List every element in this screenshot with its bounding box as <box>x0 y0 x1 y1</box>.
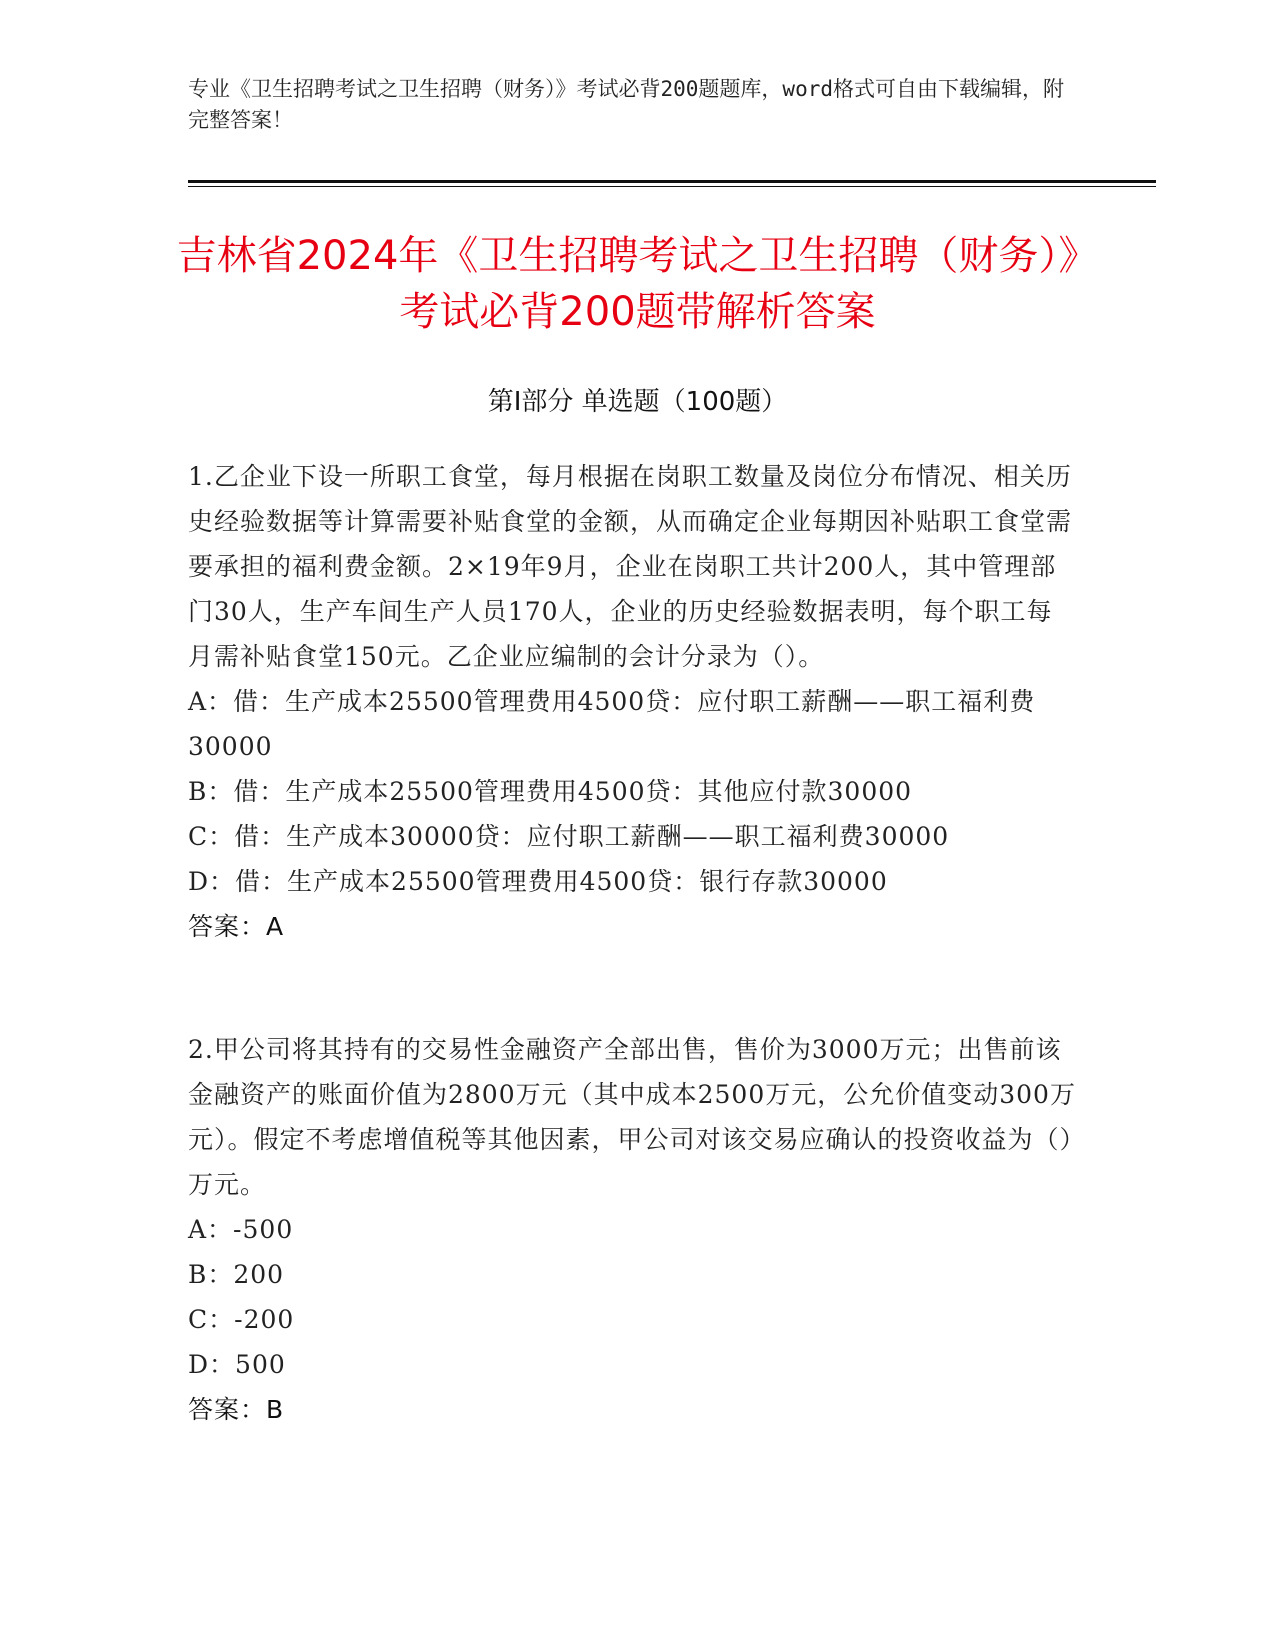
header-rule-thin <box>188 186 1156 187</box>
section-heading: 第I部分 单选题（100题） <box>487 387 788 417</box>
option-d: D：500 <box>188 1350 286 1379</box>
option-b: B：借：生产成本25500管理费用4500贷：其他应付款30000 <box>188 777 913 806</box>
question-stem: 2.甲公司将其持有的交易性金融资产全部出售，售价为3000万元；出售前该金融资产的账面价值为2800万元（其中成本2500万元，公允价值变动300万元）。假定不考虑增值税等其他因素，甲公司对该交易应确认的投资收益为（）万元。 <box>188 1035 1076 1199</box>
option-a: A：借：生产成本25500管理费用4500贷：应付职工薪酬——职工福利费30000 <box>188 687 1036 761</box>
answer: 答案：A <box>188 912 285 941</box>
option-b: B：200 <box>188 1260 285 1289</box>
option-d: D：借：生产成本25500管理费用4500贷：银行存款30000 <box>188 867 888 896</box>
header-note: 专业《卫生招聘考试之卫生招聘（财务）》考试必背200题题库，word格式可自由下载编辑，附完整答案！ <box>188 77 1064 132</box>
question-stem: 1.乙企业下设一所职工食堂，每月根据在岗职工数量及岗位分布情况、相关历史经验数据等计算需要补贴食堂的金额，从而确定企业每期因补贴职工食堂需要承担的福利费金额。2×19年9月，企业在岗职工共计200人，其中管理部门30人，生产车间生产人员170人，企业的历史经验数据表明，每个职工每月需补贴食堂150元。乙企业应编制的会计分录为（）。 <box>188 462 1073 671</box>
option-c: C：-200 <box>188 1305 295 1334</box>
document-title: 吉林省2024年《卫生招聘考试之卫生招聘（财务）》考试必背200题带解析答案 <box>176 233 1099 335</box>
question-2 <box>188 1027 1078 1432</box>
answer: 答案：B <box>188 1395 285 1424</box>
option-a: A：-500 <box>188 1215 294 1244</box>
header-rule-thick <box>188 180 1156 183</box>
question-1 <box>188 454 1078 949</box>
option-c: C：借：生产成本30000贷：应付职工薪酬——职工福利费30000 <box>188 822 950 851</box>
